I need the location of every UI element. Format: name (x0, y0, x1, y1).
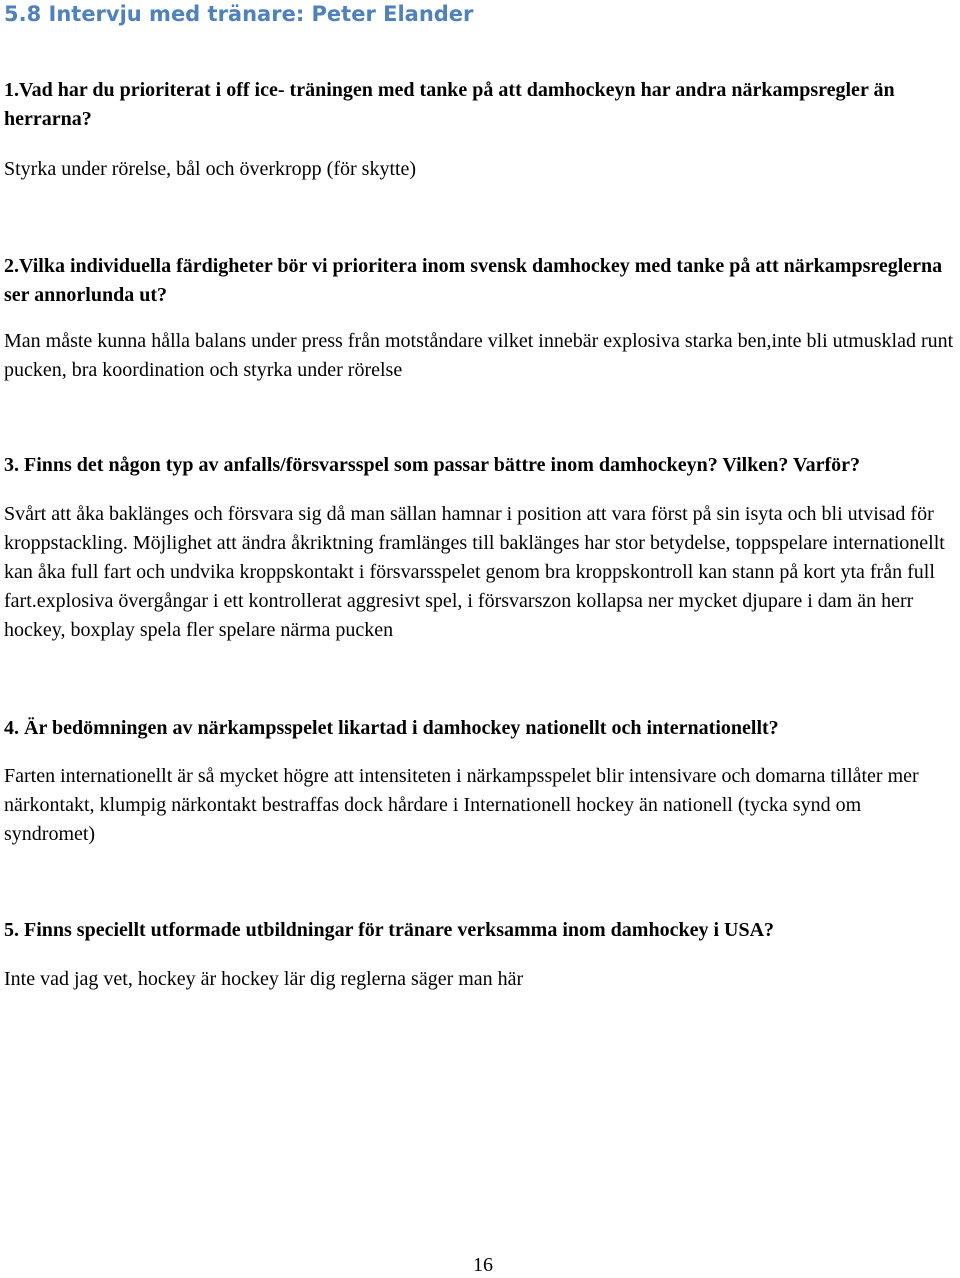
answer-1: Styrka under rörelse, bål och överkropp (för skytte) (4, 158, 417, 180)
section-heading: 5.8 Intervju med tränare: Peter Elander (4, 2, 474, 26)
question-3: 3. Finns det någon typ av anfalls/försvarsspel som passar bättre inom damhockeyn? Vilken? Varför? (4, 454, 861, 476)
answer-3: Svårt att åka baklänges och försvara sig då man sällan hamnar i position att vara först på sin isyta och bli utvisad för kroppstackling. Möjlighet att ändra åkriktning framlänges till baklänges har stor betydelse, toppspelare internationellt kan åka full fart och undvika kroppskontakt i försvarsspelet genom bra kroppskontroll kan stann på kort yta från full fart.explosiva övergångar i ett kontrollerat aggresivt spel, i försvarszon kollapsa ner mycket djupare i dam än herr hockey, boxplay spela fler spelare närma pucken (4, 503, 945, 641)
answer-5: Inte vad jag vet, hockey är hockey lär dig reglerna säger man här (4, 968, 524, 990)
page-number: 16 (473, 1254, 493, 1276)
answer-2: Man måste kunna hålla balans under press från motståndare vilket innebär explosiva starka ben,inte bli utmusklad runt pucken, bra koordination och styrka under rörelse (4, 330, 954, 381)
question-1: 1.Vad har du prioriterat i off ice- träningen med tanke på att damhockeyn har andra närkampsregler än herrarna? (4, 79, 895, 130)
question-4: 4. Är bedömningen av närkampsspelet likartad i damhockey nationellt och internationellt? (4, 717, 779, 739)
answer-4: Farten internationellt är så mycket högre att intensiteten i närkampsspelet blir intensivare och domarna tillåter mer närkontakt, klumpig närkontakt bestraffas dock hårdare i Internationell hockey än nationell (tycka synd om syndromet) (4, 765, 919, 845)
question-2: 2.Vilka individuella färdigheter bör vi prioritera inom svensk damhockey med tanke på att närkampsreglerna ser annorlunda ut? (4, 255, 943, 306)
question-5: 5. Finns speciellt utformade utbildningar för tränare verksamma inom damhockey i USA? (4, 919, 775, 941)
